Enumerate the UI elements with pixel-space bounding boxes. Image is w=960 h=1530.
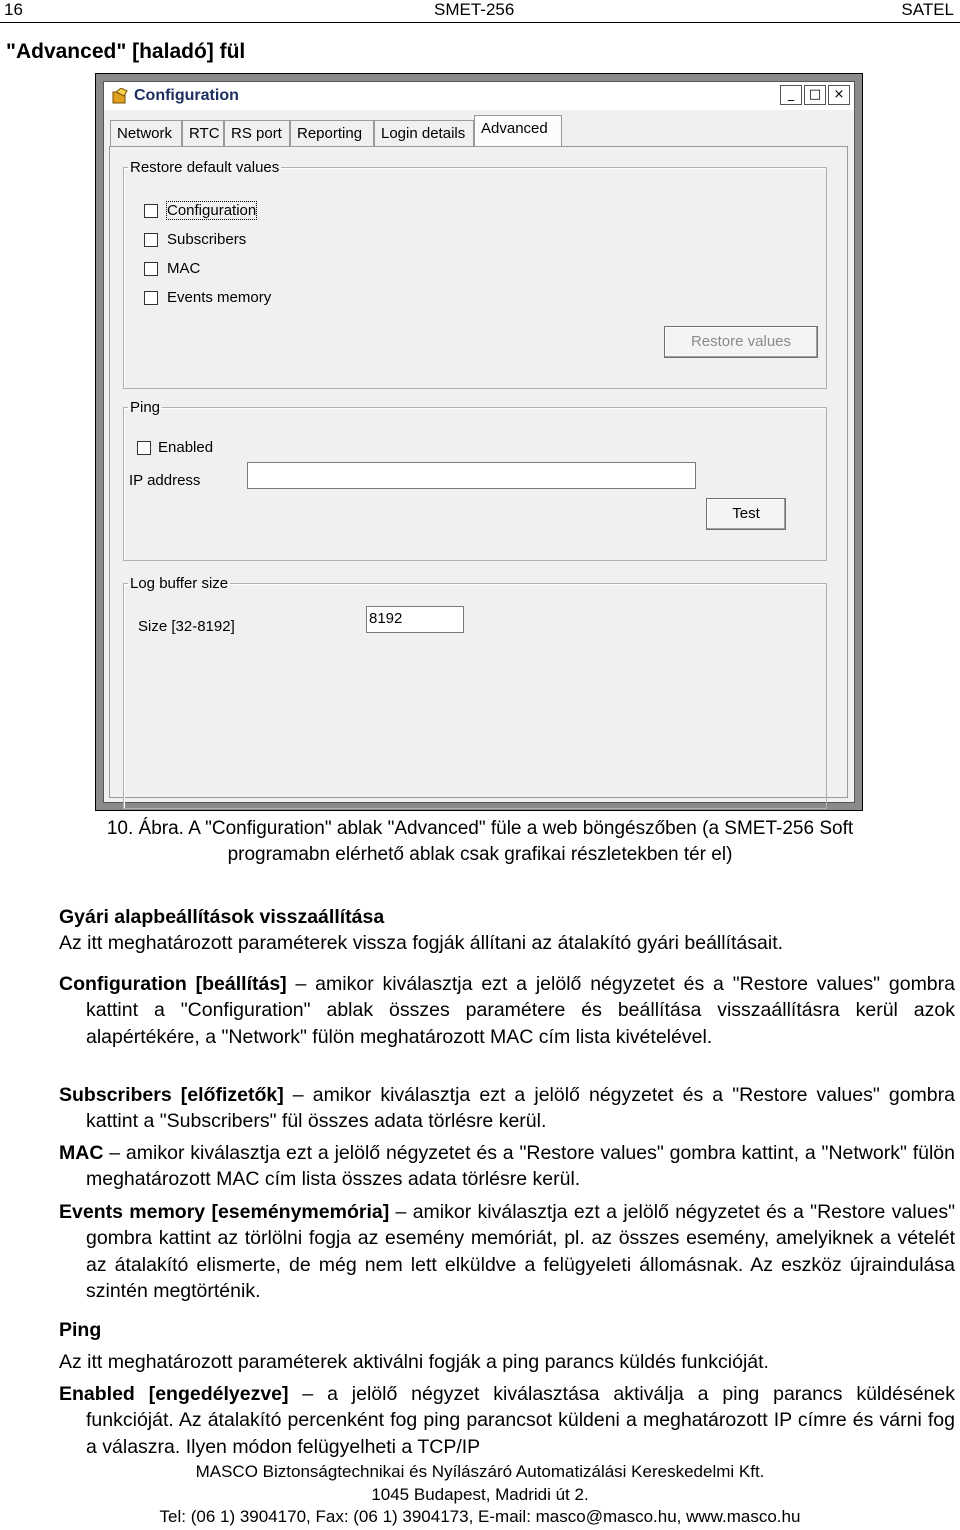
- ip-address-label: IP address: [129, 472, 201, 489]
- figure-caption-line-2: programabn elérhető ablak csak grafikai részletekben tér el): [227, 844, 733, 865]
- footer-address: 1045 Budapest, Madridi út 2.: [371, 1485, 589, 1504]
- subscribers-checkbox-label: Subscribers: [167, 231, 247, 248]
- mac-checkbox-label: MAC: [167, 260, 201, 277]
- tab-advanced[interactable]: Advanced: [474, 115, 562, 147]
- window-titlebar[interactable]: [104, 82, 854, 110]
- header-brand: SATEL: [901, 0, 954, 19]
- events-memory-checkbox[interactable]: [144, 291, 158, 305]
- tab-reporting[interactable]: Reporting: [290, 120, 374, 146]
- minimize-button[interactable]: _: [780, 85, 802, 105]
- ping-enabled-checkbox[interactable]: [137, 441, 151, 455]
- restore-section-heading: Gyári alapbeállítások visszaállítása: [59, 906, 385, 928]
- page-number: 16: [4, 0, 23, 19]
- tab-login-details[interactable]: Login details: [374, 120, 474, 146]
- restore-defaults-legend: Restore default values: [130, 159, 280, 176]
- footer-company: MASCO Biztonságtechnikai és Nyílászáró Automatizálási Kereskedelmi Kft.: [0, 1461, 960, 1484]
- events-memory-description: Events memory [eseménymemória] – amikor kiválasztja ezt a jelölő négyzetet és a "Restore values" gombra kattint az törlölni fogja az esemény memóriát, pl. az összes esemény, amelyiknek a vételét az átalakító elismerte, de még nem lett elküldve a felügyeleti állomásnak. Az eszköz újraindulása szintén megtörténik.: [59, 1201, 955, 1302]
- figure-caption-line-1: 10. Ábra. A "Configuration" ablak "Advanced" füle a web böngészőben (a SMET-256 Soft: [106, 818, 854, 839]
- events-memory-checkbox-label: Events memory: [167, 289, 272, 306]
- log-size-input[interactable]: 8192: [366, 606, 464, 633]
- configuration-description: Configuration [beállítás] – amikor kiválasztja ezt a jelölő négyzetet és a "Restore values" gombra kattint a "Configuration" ablak összes paramétere és beállítása visszaállításra kerül azok alapértékére, a "Network" fülön meghatározott MAC cím lista kivételével.: [59, 973, 955, 1048]
- section-heading: "Advanced" [haladó] fül: [6, 40, 246, 63]
- ping-legend: Ping: [130, 399, 161, 416]
- advanced-tab-panel: [109, 146, 848, 798]
- subscribers-checkbox[interactable]: [144, 233, 158, 247]
- ping-group: [123, 399, 827, 561]
- subscribers-description: Subscribers [előfizetők] – amikor kiválasztja ezt a jelölő négyzetet és a "Restore values" gombra kattint a "Subscribers" fül összes adata törlésre kerül.: [59, 1084, 955, 1133]
- log-buffer-legend: Log buffer size: [130, 575, 229, 592]
- restore-defaults-group: [123, 159, 827, 389]
- restore-section-intro: Az itt meghatározott paraméterek vissza fogják állítani az átalakító gyári beállításait.: [59, 932, 784, 954]
- tab-network[interactable]: Network: [110, 120, 182, 146]
- test-button[interactable]: Test: [706, 498, 786, 530]
- window-title: Configuration: [134, 87, 239, 104]
- ping-section-intro: Az itt meghatározott paraméterek aktiválni fogják a ping parancs küldés funkcióját.: [59, 1351, 769, 1373]
- ping-section-heading: Ping: [59, 1319, 102, 1341]
- enabled-description: Enabled [engedélyezve] – a jelölő négyzet kiválasztása aktiválja a ping parancs küldésének funkcióját. Az átalakító percenként fog ping parancsot küldeni a meghatározott IP címre és várni fog a válaszra. Ilyen módon felügyelheti a TCP/IP: [59, 1383, 955, 1458]
- maximize-button[interactable]: □: [804, 85, 826, 105]
- header-product: SMET-256: [434, 0, 515, 19]
- close-button[interactable]: ×: [828, 85, 850, 105]
- mac-description: MAC – amikor kiválasztja ezt a jelölő négyzetet és a "Restore values" gombra kattint, a "Network" fülön meghatározott MAC cím lista összes adata törlésre kerül.: [59, 1142, 955, 1191]
- tab-rs-port[interactable]: RS port: [224, 120, 290, 146]
- log-buffer-group: [123, 575, 827, 809]
- footer-contact: Tel: (06 1) 3904170, Fax: (06 1) 3904173, E-mail: masco@masco.hu, www.masco.hu: [159, 1507, 801, 1526]
- configuration-checkbox-label: Configuration: [167, 202, 257, 219]
- configuration-window: [95, 73, 863, 811]
- ip-address-input[interactable]: [247, 462, 696, 489]
- restore-values-button[interactable]: Restore values: [664, 326, 818, 358]
- page-header: [0, 0, 960, 23]
- ping-enabled-label: Enabled: [158, 439, 214, 456]
- configuration-checkbox[interactable]: [144, 204, 158, 218]
- app-icon: [112, 88, 130, 104]
- tab-rtc[interactable]: RTC: [182, 120, 224, 146]
- mac-checkbox[interactable]: [144, 262, 158, 276]
- log-size-label: Size [32-8192]: [138, 618, 235, 635]
